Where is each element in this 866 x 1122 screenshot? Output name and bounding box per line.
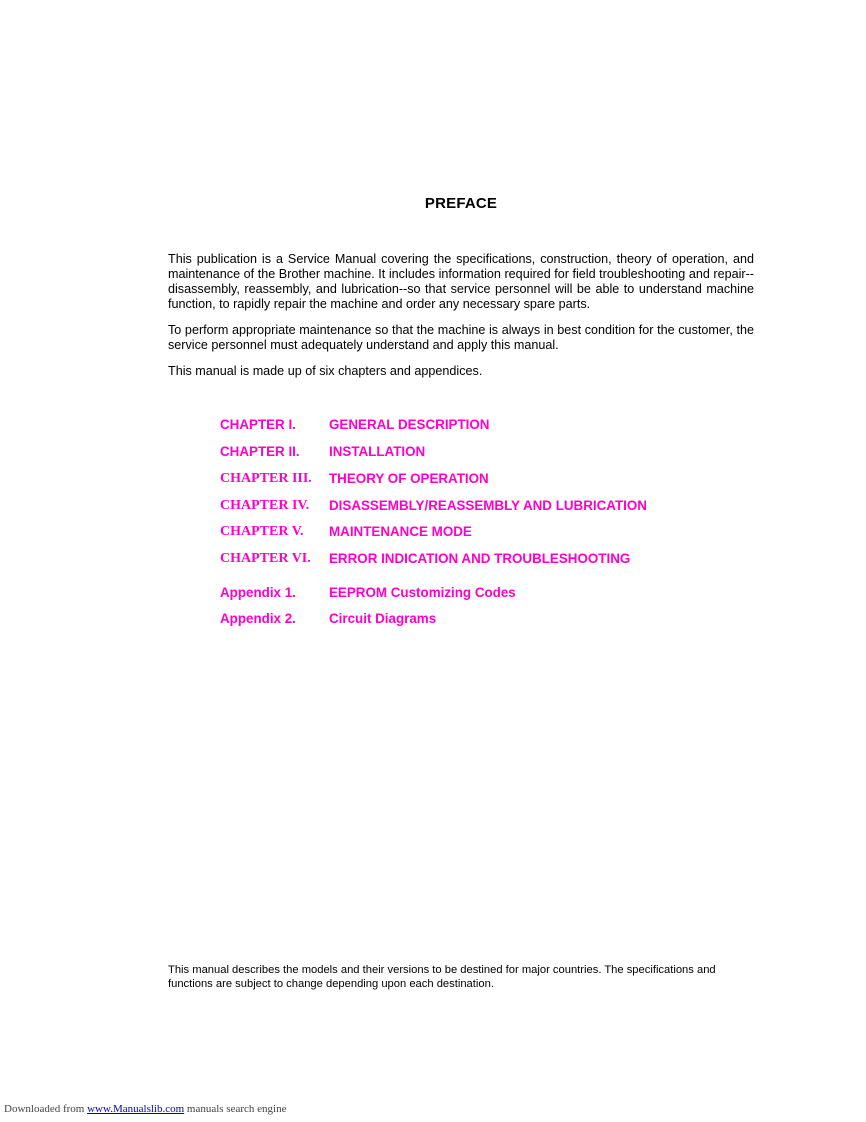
toc-title: MAINTENANCE MODE [329,524,472,539]
structure-paragraph: This manual is made up of six chapters and appendices. [168,364,483,378]
toc-label: Appendix 2. [220,611,296,626]
toc-label: Appendix 1. [220,585,296,600]
toc-title: ERROR INDICATION AND TROUBLESHOOTING [329,551,631,566]
footer-suffix: manuals search engine [186,1103,287,1115]
toc-label: CHAPTER I. [220,417,296,432]
destination-note: This manual describes the models and their versions to be destined for major countries. The specifications and functions are subject to change depending upon each destination. [168,964,716,990]
toc-label: CHAPTER III. [220,471,312,486]
page-title: PREFACE [424,195,498,212]
manualslib-link[interactable]: www.Manualslib.com [87,1103,185,1115]
footer-prefix: Downloaded from [4,1103,85,1115]
toc-label: CHAPTER V. [220,524,304,539]
maintenance-paragraph: To perform appropriate maintenance so that the machine is always in best condition for the customer, the service personnel must adequately understand and apply this manual. [168,323,754,352]
intro-paragraph: This publication is a Service Manual covering the specifications, construction, theory of operation, and maintenance of the Brother machine. It includes information required for field troubleshooting and repair--disassembly, reassembly, and lubrication--so that service personnel will be able to understand machine function, to rapidly repair the machine and order any necessary spare parts. [168,252,754,311]
toc-label: CHAPTER II. [220,444,300,459]
toc-title: EEPROM Customizing Codes [329,585,516,600]
toc-title: GENERAL DESCRIPTION [329,417,490,432]
toc-label: CHAPTER VI. [220,551,311,566]
toc-title: INSTALLATION [329,444,426,459]
toc-title: DISASSEMBLY/REASSEMBLY AND LUBRICATION [329,498,647,513]
download-footer [4,1103,286,1115]
toc-title: Circuit Diagrams [329,611,437,626]
toc-label: CHAPTER IV. [220,498,310,513]
toc-title: THEORY OF OPERATION [329,471,489,486]
